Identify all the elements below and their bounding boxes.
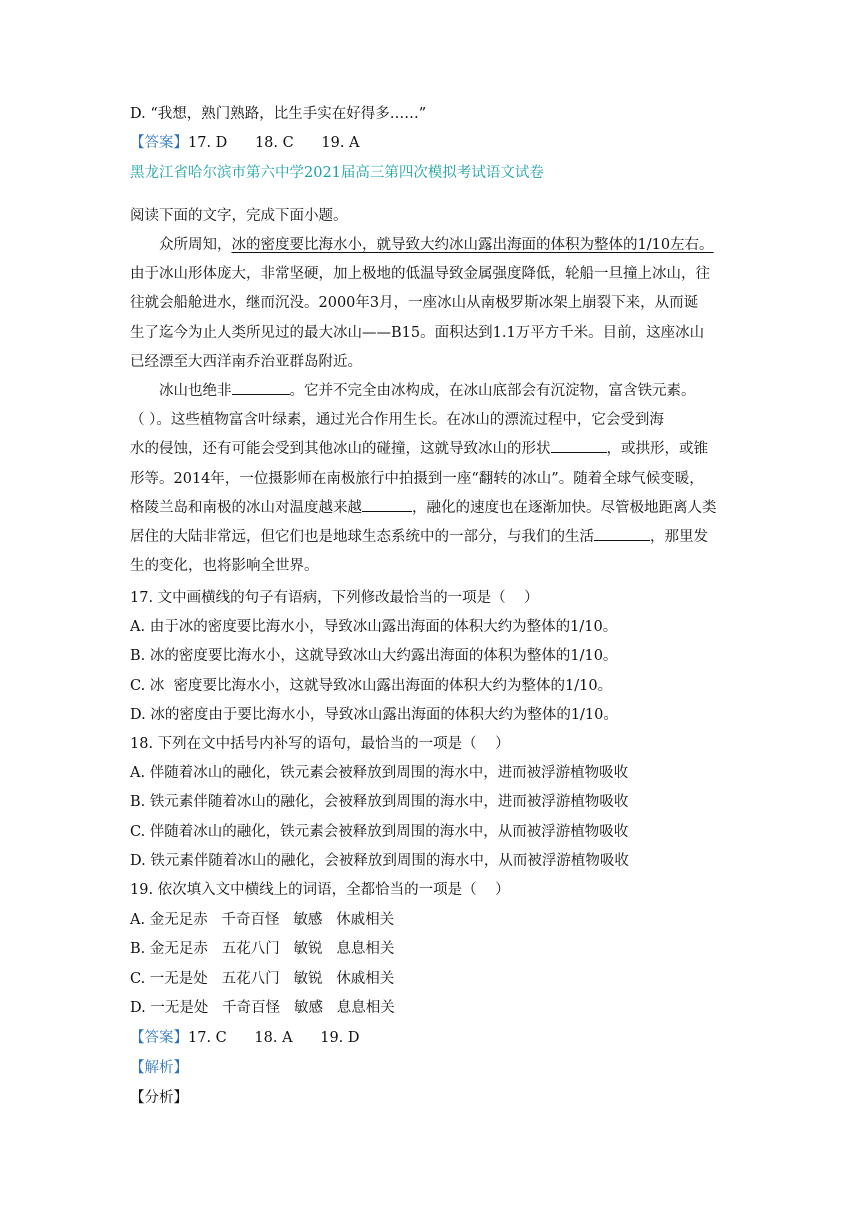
question-17-stem: 17. 文中画横线的句子有语病，下列修改最恰当的一项是（ ） [130,590,539,606]
passage-line [130,231,730,260]
fill-blank-1 [232,380,290,395]
passage-line [130,494,730,523]
q18-option-a: A. 伴随着冰山的融化，铁元素会被释放到周围的海水中，进而被浮游植物吸收 [130,765,629,781]
q17-option-d: D. 冰的密度由于要比海水小，导致冰山露出海面的体积大约为整体的1/10。 [130,707,618,723]
underlined-sentence: 冰的密度要比海水小，就导致大约冰山露出海面的体积为整体的1/10左右。 [231,237,714,253]
fill-blank-4 [594,526,650,541]
answer-line-1 [130,133,360,153]
passage-line: 已经漂至大西洋南乔治亚群岛附近。 [130,353,362,370]
q19-option-d: D. 一无是处 千奇百怪 敏感 息息相关 [130,1000,395,1016]
passage-text: 居住的大陆非常远，但它们也是地球生态系统中的一部分，与我们的生活 [130,529,594,546]
passage-text: 。它并不完全由冰构成，在冰山底部会有沉淀物，富含铁元素。 [289,383,696,400]
source-title: 黑龙江省哈尔滨市第六中学2021届高三第四次模拟考试语文试卷 [130,165,544,181]
passage-line [130,435,730,464]
passage-line: 由于冰山形体庞大，非常坚硬，加上极地的低温导致金属强度降低，轮船一旦撞上冰山，往 [130,266,710,283]
q19-option-c: C. 一无是处 五花八门 敏锐 休戚相关 [130,971,395,987]
q18-option-b: B. 铁元素伴随着冰山的融化，会被释放到周围的海水中，进而被浮游植物吸收 [130,794,629,810]
q19-option-a: A. 金无足赤 千奇百怪 敏感 休戚相关 [130,912,395,928]
passage-text: ，那里发 [650,529,708,546]
passage-line: 形等。2014年，一位摄影师在南极旅行中拍摄到一座“翻转的冰山”。随着全球气候变暖， [130,470,704,487]
passage-text: 众所周知， [159,237,232,253]
answer-text: 17. C 18. A 19. D [188,1030,360,1046]
fill-blank-2 [551,438,607,453]
q18-option-d: D. 铁元素伴随着冰山的融化，会被释放到周围的海水中，从而被浮游植物吸收 [130,853,629,869]
passage-line: （ ）。这些植物富含叶绿素，通过光合作用生长。在冰山的漂流过程中，它会受到海 [130,412,664,429]
q17-option-b: B. 冰的密度要比海水小，这就导致冰山大约露出海面的体积为整体的1/10。 [130,648,618,664]
passage-line [130,377,730,406]
question-19-stem: 19. 依次填入文中横线上的词语，全都恰当的一项是（ ） [130,882,510,898]
answer-text: 17. D 18. C 19. A [188,135,360,151]
passage-text: 冰山也绝非 [159,383,232,400]
answer-tag: 【答案】 [130,135,188,151]
passage-text: 水的侵蚀，还有可能会受到其他冰山的碰撞，这就导致冰山的形状 [130,441,551,458]
passage-line: 往就会船舱进水，继而沉没。2000年3月，一座冰山从南极罗斯冰架上崩裂下来，从而诞 [130,295,699,312]
answer-line-2 [130,1028,360,1048]
passage-line: 生了迄今为止人类所见过的最大冰山——B15。面积达到1.1万平方千米。目前，这座冰山 [130,324,705,341]
passage-text: ，融化的速度也在逐渐加快。尽管极地距离人类 [412,499,717,516]
passage-text: 格陵兰岛和南极的冰山对温度越来越 [130,499,362,516]
passage-text: ，或拱形，或锥 [606,441,708,458]
question-18-stem: 18. 下列在文中括号内补写的语句，最恰当的一项是（ ） [130,736,510,752]
q19-option-b: B. 金无足赤 五花八门 敏锐 息息相关 [130,941,395,957]
instruction: 阅读下面的文字，完成下面小题。 [130,208,348,224]
q18-option-c: C. 伴随着冰山的融化，铁元素会被释放到周围的海水中，从而被浮游植物吸收 [130,824,629,840]
passage-line: 生的变化，也将影响全世界。 [130,558,319,575]
fenxi-tag: 【分析】 [130,1090,188,1106]
passage-line [130,523,730,552]
fill-blank-3 [362,497,412,512]
answer-tag: 【答案】 [130,1030,188,1046]
q17-option-a: A. 由于冰的密度要比海水小，导致冰山露出海面的体积大约为整体的1/10。 [130,619,618,635]
analysis-tag: 【解析】 [130,1060,188,1076]
q17-option-c: C. 冰 密度要比海水小，这就导致冰山露出海面的体积大约为整体的1/10。 [130,678,613,694]
option-d-top: D. “我想，熟门熟路，比生手实在好得多……” [130,106,427,122]
passage [130,231,730,581]
